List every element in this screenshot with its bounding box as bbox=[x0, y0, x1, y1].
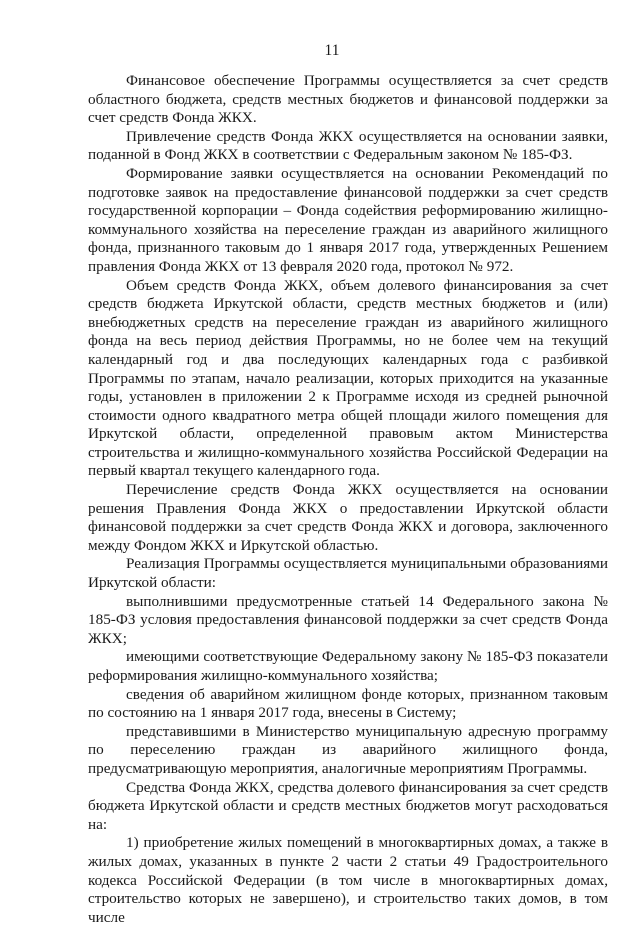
list-item: выполнившими предусмотренные статьей 14 Федерального закона № 185-ФЗ условия предоставления финансовой поддержки за счет средств Фонда ЖКХ; bbox=[88, 592, 608, 647]
paragraph: Формирование заявки осуществляется на основании Рекомендаций по подготовке заявок на предоставление финансовой поддержки за счет средств государственной корпорации – Фонда содействия реформированию жилищно-коммунального хозяйства на переселение граждан из аварийного жилищного фонда, признанного таковым до 1 января 2017 года, утвержденных Решением правления Фонда ЖКХ от 13 февраля 2020 года, протокол № 972. bbox=[88, 164, 608, 275]
paragraph: Реализация Программы осуществляется муниципальными образованиями Иркутской области: bbox=[88, 555, 608, 592]
paragraph: Перечисление средств Фонда ЖКХ осуществляется на основании решения Правления Фонда ЖКХ о предоставлении Иркутской области финансовой поддержки за счет средств Фонда ЖКХ и договора, заключенного между Фондом ЖКХ и Иркутской областью. bbox=[88, 481, 608, 554]
page-number: 11 bbox=[324, 42, 340, 59]
numbered-item: 1) приобретение жилых помещений в многоквартирных домах, а также в жилых домах, указанных в пункте 2 части 2 статьи 49 Градостроительного кодекса Российской Федерации (в том числе в многоквартирных домах, строительство которых не завершено), и строительство таких домов, в том числе bbox=[88, 834, 608, 926]
paragraph: Объем средств Фонда ЖКХ, объем долевого финансирования за счет средств бюджета Иркутской области, средств местных бюджетов и (или) внебюджетных средств на переселение граждан из аварийного жилищного фонда на весь период действия Программы, но не более чем на текущий календарный год и два последующих календарных года с разбивкой Программы по этапам, начало реализации, которых приходится на указанные годы, установлен в приложении 2 к Программе исходя из средней рыночной стоимости одного квадратного метра общей площади жилого помещения для Иркутской области, определенной правовым актом Министерства строительства и жилищно-коммунального хозяйства Российской Федерации на первый квартал текущего календарного года. bbox=[88, 276, 608, 480]
paragraph: Средства Фонда ЖКХ, средства долевого финансирования за счет средств бюджета Иркутской области и средств местных бюджетов могут расходоваться на: bbox=[88, 778, 608, 833]
list-item: имеющими соответствующие Федеральному закону № 185-ФЗ показатели реформирования жилищно-коммунального хозяйства; bbox=[88, 648, 608, 684]
paragraph: Привлечение средств Фонда ЖКХ осуществляется на основании заявки, поданной в Фонд ЖКХ в соответствии с Федеральным законом № 185-ФЗ. bbox=[88, 127, 608, 164]
paragraph: Финансовое обеспечение Программы осуществляется за счет средств областного бюджета, средств местных бюджетов и финансовой поддержки за счет средств Фонда ЖКХ. bbox=[88, 72, 608, 127]
list-item: представившими в Министерство муниципальную адресную программу по переселению граждан из аварийного жилищного фонда, предусматривающую мероприятия, аналогичные мероприятиям Программы. bbox=[88, 722, 608, 777]
document-body bbox=[88, 72, 608, 927]
list-item: сведения об аварийном жилищном фонде которых, признанном таковым по состоянию на 1 января 2017 года, внесены в Систему; bbox=[88, 685, 608, 722]
